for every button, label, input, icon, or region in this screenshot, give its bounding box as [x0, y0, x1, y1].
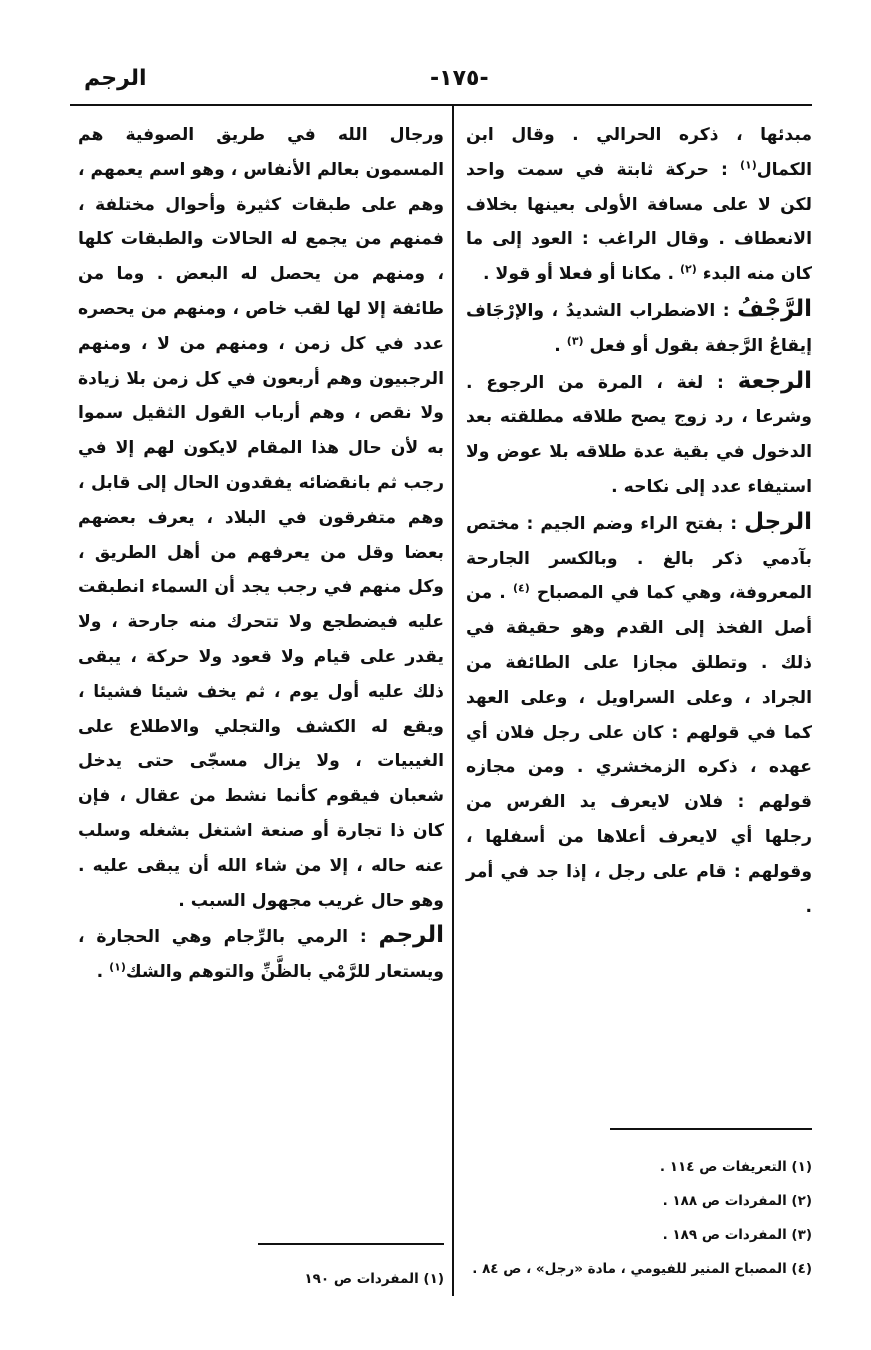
footnote-ref: (٢) — [679, 262, 697, 276]
footnote-ref: (٣) — [566, 334, 584, 348]
entry-rajf: الرَّجْفُ : الاضطراب الشديدُ ، والإرْجَاف إيقاعُ الرَّجفة بقول أو فعل $^{(٣)}$ . — [466, 295, 812, 356]
footnote: (٣) المفردات ص ١٨٩ . — [662, 1227, 812, 1243]
footnote: (١) التعريفات ص ١١٤ . — [659, 1159, 812, 1175]
footnotes-right — [466, 1150, 812, 1286]
left-column — [78, 118, 444, 990]
footnote-ref: (١) — [109, 960, 126, 974]
entry-term: الرجل — [744, 508, 812, 535]
rajabiyyun-paragraph: ورجال الله في طريق الصوفية هم المسمون بعالم الأنفاس ، وهو اسم يعمهم ، وهم على طبقات كثيرة وأحوال مختلفة ، فمنهم من يجمع له الحالات والطبقات كلها ، ومنهم من يحصل له البعض . وما من طائفة إلا لها لقب خاص ، ومنهم من يحصره عدد في كل زمن ، ومنهم من لا ، ومنهم الرجبيون وهم أربعون في كل زمن بلا زيادة ولا نقص ، وهم أرباب القول الثقيل سموا به لأن حال هذا المقام لايكون لهم إلا في رجب ثم بانقضائه يفقدون الحال إلى قابل ، وهم متفرقون في البلاد ، يعرف بعضهم بعضا وقل من يعرفهم من أهل الطريق ، وكل منهم في رجب يجد أن السماء انطبقت عليه فيضطجع ولا تتحرك منه جارحة ، ولا يقدر على قيام ولا قعود ولا حركة ، يبقى ذلك عليه أول يوم ، ثم يخف شيئا فشيئا ، ويقع له الكشف والتجلي والاطلاع على الغيبيات ، ولا يزال مسجّى حتى يدخل شعبان فيقوم كأنما نشط من عقال ، فإن كان ذا تجارة أو صنعة اشتغل بشغله وسلب عنه حاله ، إلا من شاء الله أن يبقى عليه . وهو حال غريب مجهول السبب . — [78, 125, 444, 911]
footnote: (١) المفردات ص ١٩٠ — [304, 1271, 444, 1287]
entry-text: : بفتح الراء وضم الجيم : مختص بآدمي ذكر بالغ . وبالكسر الجارحة المعروفة، وهي كما في المصباح — [466, 513, 812, 604]
entry-text: . من أصل الفخذ إلى القدم وهو حقيقة في ذلك . وتطلق مجازا على الطائفة من الجراد ، وعلى السراويل ، وعلى العهد كما في قولهم : كان على رجل فلان أي عهده ، ذكره الزمخشري . ومن مجازه قولهم : فلان لايعرف يد الفرس من رجلها أي لايعرف أعلاها من أسفلها ، وقولهم : قام على رجل ، إذا جد في أمر . — [466, 583, 812, 917]
entry-rajah — [466, 364, 812, 505]
entry-term: الرَّجْفُ — [737, 295, 812, 322]
continuation-paragraph: مبدئها ، ذكره الحرالي . وقال ابن الكمال$^{(١)}$ : حركة ثابتة في سمت واحد لكن لا على مسافة الأولى بعينها بخلاف الانعطاف . وقال الراغب : العود إلى ما كان منه البدء $^{(٢)}$ . مكانا أو فعلا أو قولا . — [466, 125, 812, 285]
footnote-rule — [258, 1243, 444, 1245]
entry-text: : الرمي بالرِّجام وهي الحجارة ، ويستعار للرَّمْي بالظَّنِّ والتوهم والشك — [78, 927, 444, 983]
entry-term: الرجعة — [737, 367, 812, 394]
footnote-ref: (١) — [739, 158, 757, 172]
footnote-rule — [610, 1128, 812, 1130]
right-column — [466, 118, 812, 924]
footnote: (٤) المصباح المنير للفيومي ، مادة «رجل» ، ص ٨٤ . — [472, 1261, 812, 1277]
entry-term: الرجم — [378, 922, 444, 949]
entry-text: : لغة ، المرة من الرجوع . وشرعا ، رد زوج يصح طلاقه مطلقته بعد الدخول في بقية عدة طلاقه بلا عوض ولا استيفاء عدد إلى نكاحه . — [466, 372, 812, 497]
header-rule — [70, 104, 812, 106]
footnote-ref: (٤) — [512, 581, 530, 595]
footnote: (٢) المفردات ص ١٨٨ . — [662, 1193, 812, 1209]
entry-rajul — [466, 505, 812, 925]
footnotes-left — [78, 1262, 444, 1296]
page-header — [70, 66, 812, 106]
page-number: -١٧٥- — [430, 66, 489, 91]
running-head-entry-word: الرجم — [84, 66, 147, 91]
entry-rajm: الرجم : الرمي بالرِّجام وهي الحجارة ، ويستعار للرَّمْي بالظَّنِّ والتوهم والشك$^{(١)}$ . — [78, 922, 444, 983]
column-divider — [452, 106, 454, 1296]
entry-text: : الاضطراب الشديدُ ، والإرْجَاف إيقاعُ الرَّجفة بقول أو فعل — [466, 300, 812, 356]
